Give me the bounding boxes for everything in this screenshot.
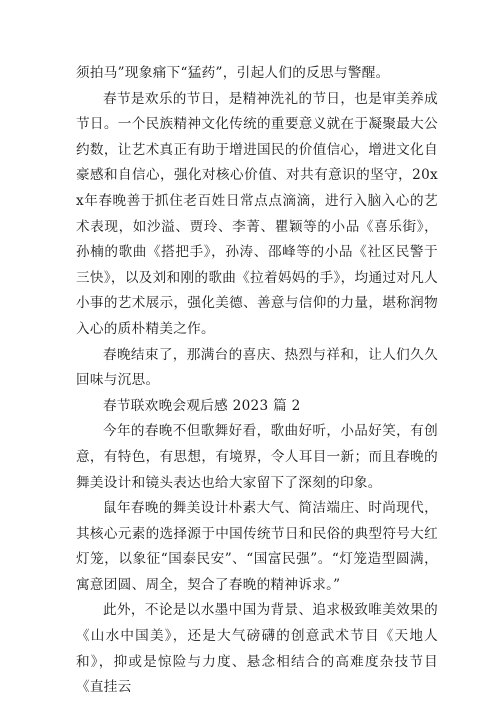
paragraph-programs: 此外，不论是以水墨中国为背景、追求极致唯美效果的《山水中国美》，还是大气磅礴的创意武术节目《天地人和》，抑或是惊险与力度、悬念相结合的高难度杂技节目《直挂云 [76, 602, 438, 696]
section-heading: 春节联欢晚会观后感 2023 篇 2 [103, 397, 301, 414]
paragraph-continuation: 须拍马”现象痛下“猛药”，引起人们的反思与警醒。 [76, 65, 390, 81]
paragraph-gala-overview: 今年的春晚不但歌舞好看，歌曲好听，小品好笑，有创意，有特色，有思想，有境界，令人耳目一新；而且春晚的舞美设计和镜头表达也给大家留下了深刻的印象。 [76, 423, 438, 491]
paragraph-gala-ending: 春晚结束了，那满台的喜庆、热烈与祥和，让人们久久回味与沉思。 [76, 346, 438, 389]
paragraph-spring-festival-meaning: 春节是欢乐的节日，是精神洗礼的节日，也是审美养成节日。一个民族精神文化传统的重要意义就在于凝聚最大公约数，让艺术真正有助于增进国民的价值信心，增进文化自豪感和自信心，强化对核心价值、对共有意识的坚守，20xx年春晚善于抓住老百姓日常点点滴滴，进行入脑入心的艺术表现，如沙溢、贾玲、李菁、瞿颖等的小品《喜乐街》，孙楠的歌曲《搭把手》，孙涛、邵峰等的小品《社区民警于三快》，以及刘和刚的歌曲《拉着妈妈的手》，均通过对凡人小事的艺术展示，强化美德、善意与信仰的力量，堪称润物入心的质朴精美之作。 [76, 90, 438, 337]
paragraph-stage-design: 鼠年春晚的舞美设计朴素大气、简洁端庄、时尚现代，其核心元素的选择源于中国传统节日和民俗的典型符号大红灯笼，以象征“国泰民安”、“国富民强”。“灯笼造型圆满，寓意团圆、周全，契合了春晚的精神诉求。” [76, 500, 438, 593]
document-body [76, 61, 438, 701]
